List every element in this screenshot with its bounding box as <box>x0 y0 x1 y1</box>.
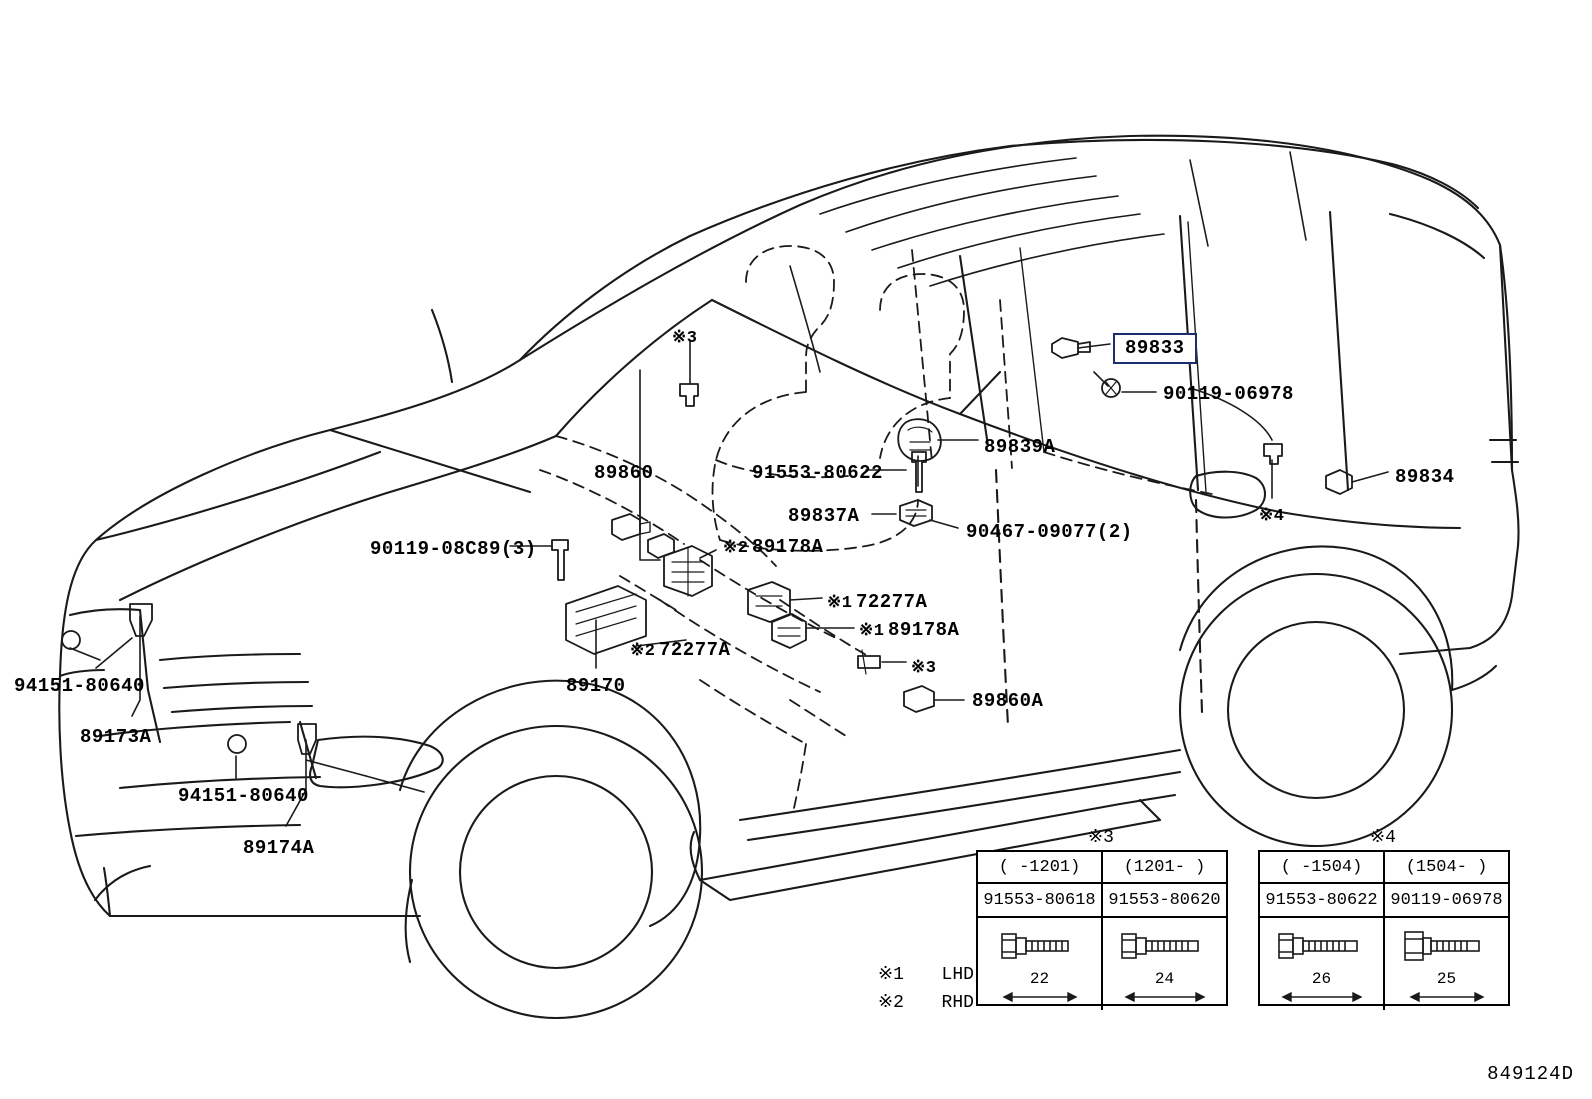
table-3-part-1: 91553-80618 <box>978 884 1103 916</box>
dimension-arrow-icon <box>994 990 1086 1004</box>
table-3-pic-2 <box>1103 918 1226 1010</box>
table-3-range-1: ( -1201) <box>978 852 1103 882</box>
table-4-pic-1 <box>1260 918 1385 1010</box>
table-4-range-1: ( -1504) <box>1260 852 1385 882</box>
marker-1-72277a: ※1 <box>827 594 853 613</box>
marker-4: ※4 <box>1259 507 1285 526</box>
callout-94151-80640-upper: 94151-80640 <box>14 675 145 697</box>
table-3-dim-2: 24 <box>1154 970 1175 988</box>
table-3-range-2: (1201- ) <box>1123 857 1206 877</box>
table-4-pic-2 <box>1385 918 1508 1010</box>
table-3-part-2: 91553-80620 <box>1108 890 1221 910</box>
marker-2-89178a: ※2 <box>723 539 749 558</box>
callout-89834: 89834 <box>1395 466 1455 488</box>
bolt-icon <box>994 926 1086 966</box>
callout-89173a: 89173A <box>80 726 152 748</box>
marker-1-89178a: ※1 <box>859 622 885 641</box>
marker-2-72277a: ※2 <box>630 642 656 661</box>
table-4-caption: ※4 <box>1370 828 1396 848</box>
legend-mark-1: ※1 <box>878 965 904 985</box>
callout-89837a: 89837A <box>788 505 860 527</box>
legend-text-1: LHD <box>941 965 974 985</box>
table-4-part-2: 90119-06978 <box>1390 890 1503 910</box>
legend-text-2: RHD <box>941 993 974 1013</box>
callout-72277a-rhd: 72277A <box>659 639 731 661</box>
bolt-table-3 <box>976 850 1228 1006</box>
legend-mark-2: ※2 <box>878 993 904 1013</box>
dimension-arrow-icon <box>1273 990 1371 1004</box>
callout-72277a-lhd: 72277A <box>856 591 928 613</box>
callout-89170: 89170 <box>566 675 626 697</box>
marker-3-lower: ※3 <box>911 659 937 678</box>
table-4-dim-1: 26 <box>1311 970 1332 988</box>
bolt-table-4 <box>1258 850 1510 1006</box>
callout-90467-09077: 90467-09077(2) <box>966 521 1133 543</box>
callout-89860: 89860 <box>594 462 654 484</box>
callout-94151-80640-lower: 94151-80640 <box>178 785 309 807</box>
table-4-dim-2: 25 <box>1436 970 1457 988</box>
bolt-icon <box>1273 926 1371 966</box>
legend-rhd <box>878 991 974 1013</box>
callout-89178a-lhd: 89178A <box>888 619 960 641</box>
table-3-dim-1: 22 <box>1029 970 1050 988</box>
marker-3-upper: ※3 <box>672 329 698 348</box>
callout-89178a-rhd: 89178A <box>752 536 824 558</box>
table-3-pic-1 <box>978 918 1103 1010</box>
table-3-caption: ※3 <box>1088 828 1114 848</box>
callout-91553-80622: 91553-80622 <box>752 462 883 484</box>
dimension-arrow-icon <box>1116 990 1214 1004</box>
bolt-icon <box>1399 926 1495 966</box>
callout-90119-06978: 90119-06978 <box>1163 383 1294 405</box>
callout-89833: 89833 <box>1113 333 1197 364</box>
callout-89839a: 89839A <box>984 436 1056 458</box>
bolt-icon <box>1116 926 1214 966</box>
table-4-part-1: 91553-80622 <box>1260 884 1385 916</box>
legend-lhd <box>878 963 974 985</box>
callout-89860a: 89860A <box>972 690 1044 712</box>
callout-89174a: 89174A <box>243 837 315 859</box>
table-4-range-2: (1504- ) <box>1405 857 1488 877</box>
dimension-arrow-icon <box>1399 990 1495 1004</box>
callout-90119-08c89: 90119-08C89(3) <box>370 538 537 560</box>
drawing-code: 849124D <box>1487 1063 1574 1085</box>
